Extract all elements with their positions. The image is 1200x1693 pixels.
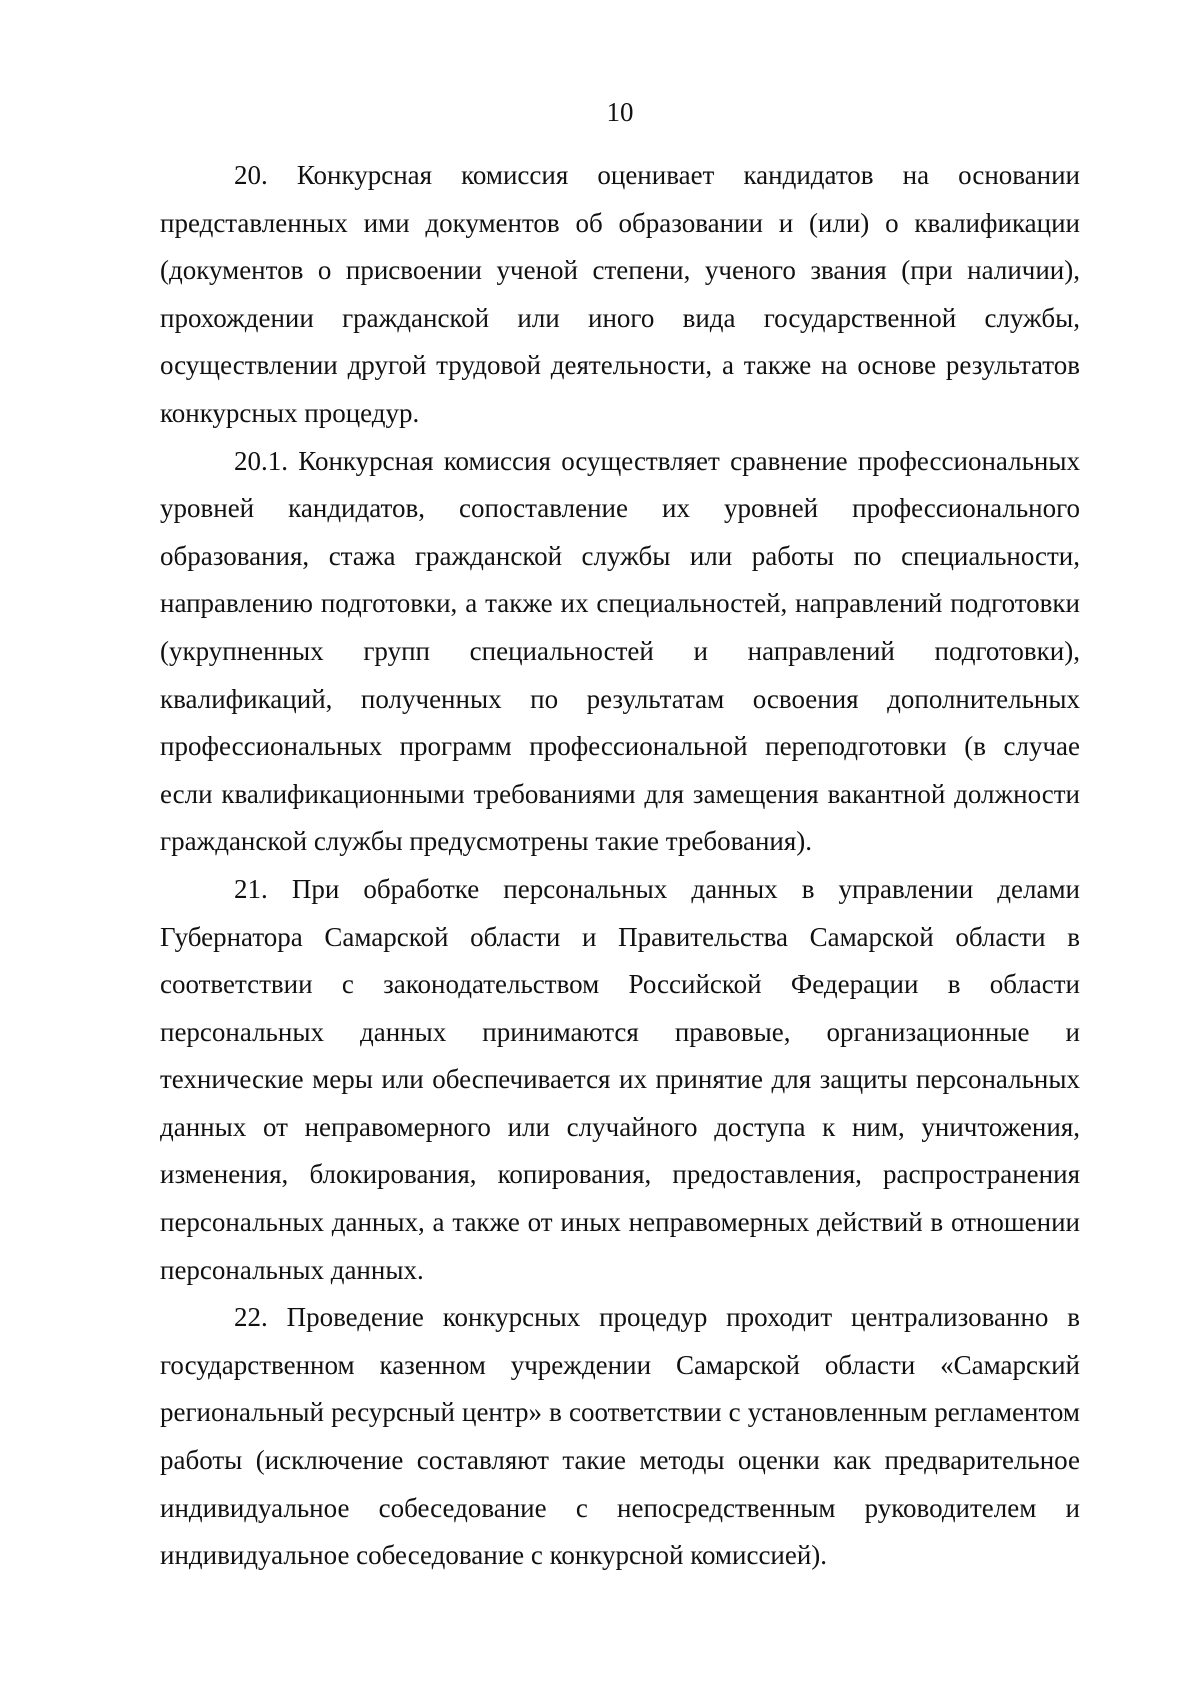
page-number: 10 bbox=[606, 97, 634, 127]
paragraph-22: 22. Проведение конкурсных процедур проходит централизованно в государственном казенном учреждении Самарской области «Самарский региональный ресурсный центр» в соответствии с установленным регламентом работы (исключение составляют такие методы оценки как предварительное индивидуальное собеседование с непосредственным руководителем и индивидуальное собеседование с конкурсной комиссией). bbox=[160, 1302, 1080, 1571]
paragraph-20: 20. Конкурсная комиссия оценивает кандидатов на основании представленных ими документов об образовании и (или) о квалификации (документов о присвоении ученой степени, ученого звания (при наличии), прохождении гражданской или иного вида государственной службы, осуществлении другой трудовой деятельности, а также на основе результатов конкурсных процедур. bbox=[160, 160, 1080, 428]
document-page bbox=[160, 0, 1080, 1693]
document-body bbox=[160, 152, 1080, 1580]
paragraph-21: 21. При обработке персональных данных в управлении делами Губернатора Самарской области и Правительства Самарской области в соответствии с законодательством Российской Федерации в области персональных данных принимаются правовые, организационные и технические меры или обеспечивается их принятие для защиты персональных данных от неправомерного или случайного доступа к ним, уничтожения, изменения, блокирования, копирования, предоставления, распространения персональных данных, а также от иных неправомерных действий в отношении персональных данных. bbox=[160, 873, 1080, 1285]
paragraph-20-1: 20.1. Конкурсная комиссия осуществляет сравнение профессиональных уровней кандидатов, сопоставление их уровней профессионального образования, стажа гражданской службы или работы по специальности, направлению подготовки, а также их специальностей, направлений подготовки (укрупненных групп специальностей и направлений подготовки), квалификаций, полученных по результатам освоения дополнительных профессиональных программ профессиональной переподготовки (в случае если квалификационными требованиями для замещения вакантной должности гражданской службы предусмотрены такие требования). bbox=[160, 445, 1080, 857]
